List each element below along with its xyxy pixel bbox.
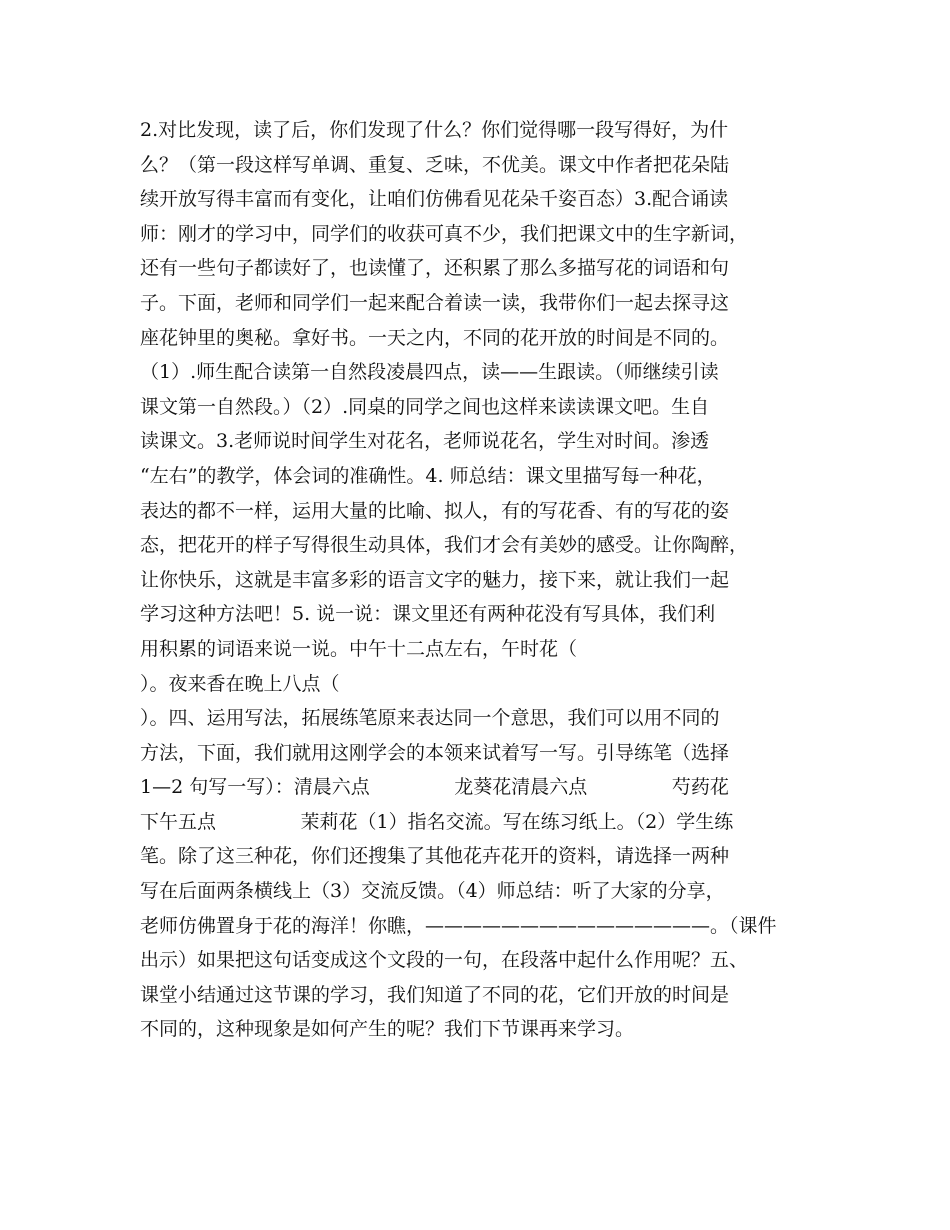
text-line: 续开放写得丰富而有变化，让咱们仿佛看见花朵千姿百态）3.配合诵读 xyxy=(140,188,729,211)
text-line: “左右”的教学，体会词的准确性。4. 师总结：课文里描写每一种花， xyxy=(140,464,716,487)
text-line: 表达的都不一样，运用大量的比喻、拟人，有的写花香、有的写花的姿 xyxy=(140,499,730,522)
text-line: 笔。除了这三种花，你们还搜集了其他花卉花开的资料，请选择一两种 xyxy=(140,845,730,868)
text-line: （1）.师生配合读第一自然段凌晨四点，读——生跟读。（师继续引读 xyxy=(140,361,719,384)
text-line: 课堂小结通过这节课的学习，我们知道了不同的花，它们开放的时间是 xyxy=(140,983,730,1006)
text-line: 学习这种方法吧！5. 说一说：课文里还有两种花没有写具体，我们利 xyxy=(140,603,716,626)
text-line: 态，把花开的样子写得很生动具体，我们才会有美妙的感受。让你陶醉， xyxy=(140,534,749,557)
text-line: 师：刚才的学习中，同学们的收获可真不少，我们把课文中的生字新词， xyxy=(140,222,749,245)
text-line: 出示）如果把这句话变成这个文段的一句，在段落中起什么作用呢？五、 xyxy=(140,949,749,972)
text-line: 读课文。3.老师说时间学生对花名，老师说花名，学生对时间。渗透 xyxy=(140,430,710,453)
text-line: 方法，下面，我们就用这刚学会的本领来试着写一写。引导练笔（选择 xyxy=(140,741,730,764)
text-line: 用积累的词语来说一说。中午十二点左右，午时花（ xyxy=(140,637,578,660)
text-line: 还有一些句子都读好了，也读懂了，还积累了那么多描写花的词语和句 xyxy=(140,257,730,280)
text-line: 2.对比发现，读了后，你们发现了什么？你们觉得哪一段写得好，为什 xyxy=(140,119,729,141)
text-line: 1—2 句写一写）：清晨六点 龙葵花清晨六点 芍药花 xyxy=(140,776,729,799)
text-line: 么？（第一段这样写单调、重复、乏味，不优美。课文中作者把花朵陆 xyxy=(140,153,730,176)
text-line: ）。夜来香在晚上八点（ xyxy=(140,672,340,695)
text-line: 让你快乐，这就是丰富多彩的语言文字的魅力，接下来，就让我们一起 xyxy=(140,568,730,591)
text-line: 座花钟里的奥秘。拿好书。一天之内，不同的花开放的时间是不同的。 xyxy=(140,326,730,349)
text-line: 老师仿佛置身于花的海洋！你瞧，———————————————。（课件 xyxy=(140,914,777,937)
text-line: 子。下面，老师和同学们一起来配合着读一读，我带你们一起去探寻这 xyxy=(140,291,730,314)
text-line: ）。四、运用写法，拓展练笔原来表达同一个意思，我们可以用不同的 xyxy=(140,707,720,730)
text-line: 课文第一自然段。）（2）.同桌的同学之间也这样来读读课文吧。生自 xyxy=(140,395,710,418)
body-text xyxy=(140,113,840,1047)
text-line: 不同的，这种现象是如何产生的呢？我们下节课再来学习。 xyxy=(140,1018,635,1041)
text-line: 写在后面两条横线上（3）交流反馈。（4）师总结：听了大家的分享， xyxy=(140,880,725,903)
text-line: 下午五点 茉莉花（1）指名交流。写在练习纸上。（2）学生练 xyxy=(140,810,734,833)
